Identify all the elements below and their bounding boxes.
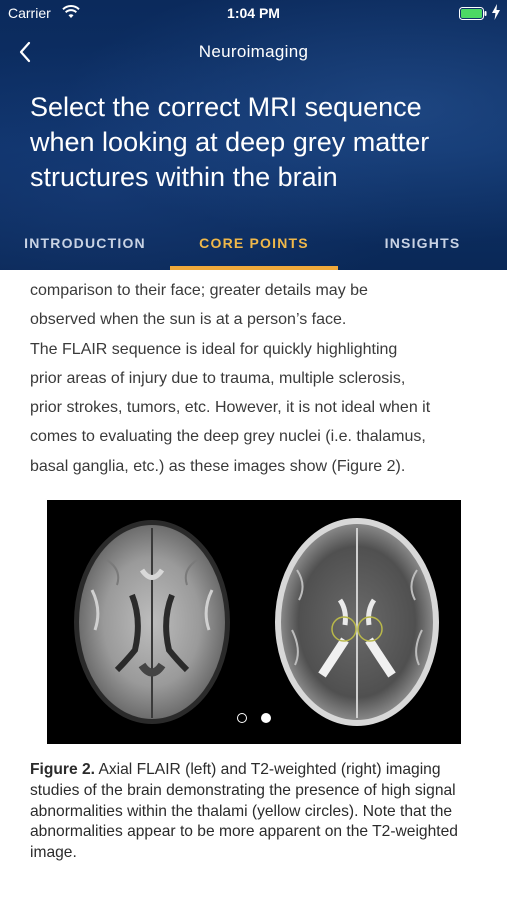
active-tab-indicator [170, 266, 338, 270]
t2-brain [275, 518, 439, 726]
tab-core-points[interactable]: CORE POINTS [199, 235, 309, 251]
tab-bar [0, 228, 507, 270]
page-dot-2[interactable] [261, 713, 271, 723]
clock: 1:04 PM [227, 5, 280, 21]
page-indicator[interactable] [47, 710, 461, 728]
article-body [30, 276, 490, 481]
paragraph: The FLAIR sequence is ideal for quickly highlighting prior areas of injury due to trauma, multiple sclerosis, prior strokes, tumors, etc. However, it is not ideal when it comes to evaluating the deep grey nuclei (i.e. thalamus, basal ganglia, etc.) as these images show (Figure 2). [30, 340, 431, 475]
figure-caption [30, 760, 490, 864]
mri-figure-image[interactable] [47, 500, 461, 744]
nav-bar [0, 36, 507, 70]
tab-introduction[interactable]: INTRODUCTION [24, 235, 146, 251]
status-bar [0, 0, 507, 28]
tab-insights[interactable]: INSIGHTS [384, 235, 461, 251]
paragraph: comparison to their face; greater details may be observed when the sun is at a person’s face. [30, 282, 368, 329]
flair-brain [74, 520, 230, 724]
mri-brain-scans [47, 500, 461, 744]
bolt-icon [491, 4, 501, 20]
battery-icon [459, 7, 487, 20]
nav-title: Neuroimaging [198, 42, 309, 61]
caption-label: Figure 2. [30, 761, 95, 778]
caption-text: Axial FLAIR (left) and T2-weighted (right) imaging studies of the brain demonstrating the presence of high signal abnormalities within the thalami (yellow circles). Note that the abnormalities appear to be more apparent on the T2-weighted image. [30, 761, 458, 862]
page-dot-1[interactable] [237, 713, 247, 723]
page-title: Select the correct MRI sequence when looking at deep grey matter structures within the brain [30, 92, 430, 192]
carrier-label: Carrier [8, 5, 51, 21]
header [0, 0, 507, 270]
